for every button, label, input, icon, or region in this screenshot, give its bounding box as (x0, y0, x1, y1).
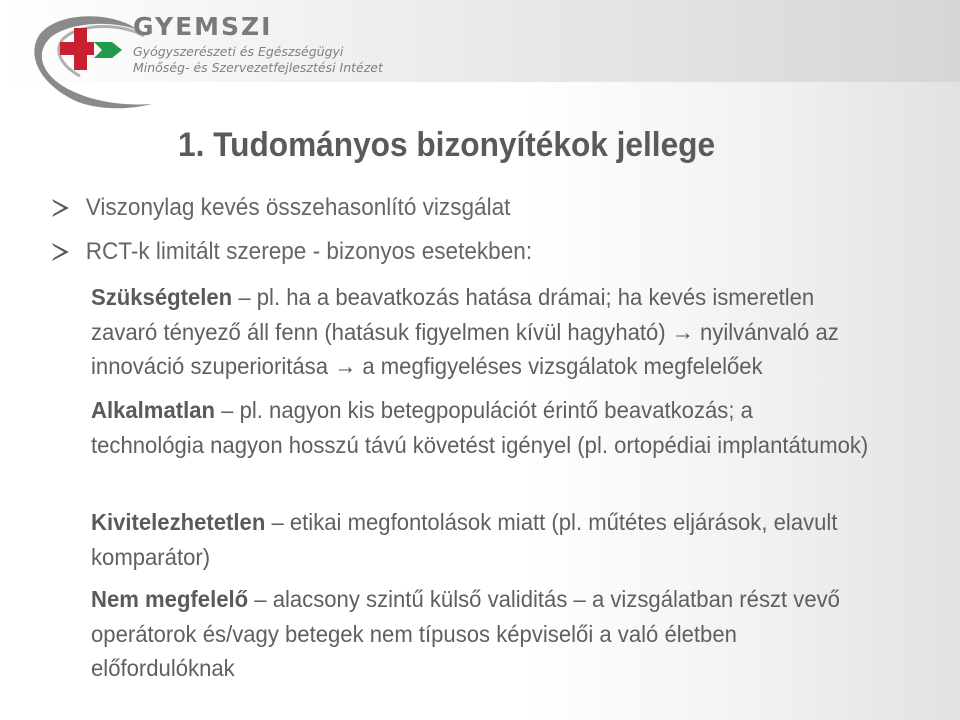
paragraph-lead: Szükségtelen (91, 284, 233, 310)
arrowhead-bullet-icon (50, 242, 71, 262)
paragraph-lead: Kivitelezhetetlen (91, 509, 266, 535)
arrowhead-bullet-icon (50, 198, 71, 218)
paragraph-text: – etikai megfontolások miatt (pl. műtétes eljárások, elavult komparátor) (91, 509, 838, 570)
right-arrow-icon: → (671, 318, 694, 345)
logo-wordmark: GYEMSZI (133, 12, 273, 41)
paragraph-lead: Alkalmatlan (91, 397, 216, 423)
logo-subtitle-line1: Gyógyszerészeti és Egészségügyi (133, 44, 344, 59)
paragraph-text: – alacsony szintű külső validitás – a vizsgálatban részt vevő operátorok és/vagy betegek nem típusos képviselői a való életben előfordulóknak (91, 586, 840, 681)
paragraph-text: – pl. nagyon kis betegpopulációt érintő beavatkozás; a technológia nagyon hosszú távú követést igényel (pl. ortopédiai implantátumok) (91, 397, 869, 458)
paragraph-lead: Nem megfelelő (91, 586, 249, 612)
right-arrow-icon: → (334, 353, 357, 379)
slide-title: 1. Tudományos bizonyítékok jellege (178, 126, 716, 164)
paragraph-text: nyilvánvaló az innováció szuperioritása (91, 318, 839, 379)
bullet-item-1 (50, 194, 510, 222)
bullet-text: RCT-k limitált szerepe - bizonyos esetekben: (85, 238, 533, 265)
paragraph-nem-megfelelo (91, 582, 871, 686)
paragraph-text: a megfigyeléses vizsgálatok megfelelőek (356, 353, 763, 379)
bullet-text: Viszonylag kevés összehasonlító vizsgálat (85, 194, 511, 221)
paragraph-szuksegtelen (91, 280, 871, 384)
paragraph-text: – pl. ha a beavatkozás hatása drámai; ha kevés ismeretlen zavaró tényező áll fenn (hatásuk figyelmen kívül hagyható) (91, 284, 815, 345)
bullet-item-2 (50, 238, 532, 266)
logo-subtitle-line2: Minőség- és Szervezetfejlesztési Intézet (133, 60, 383, 75)
paragraph-kivitelezhetetlen (91, 505, 871, 574)
paragraph-alkalmatlan (91, 393, 871, 462)
